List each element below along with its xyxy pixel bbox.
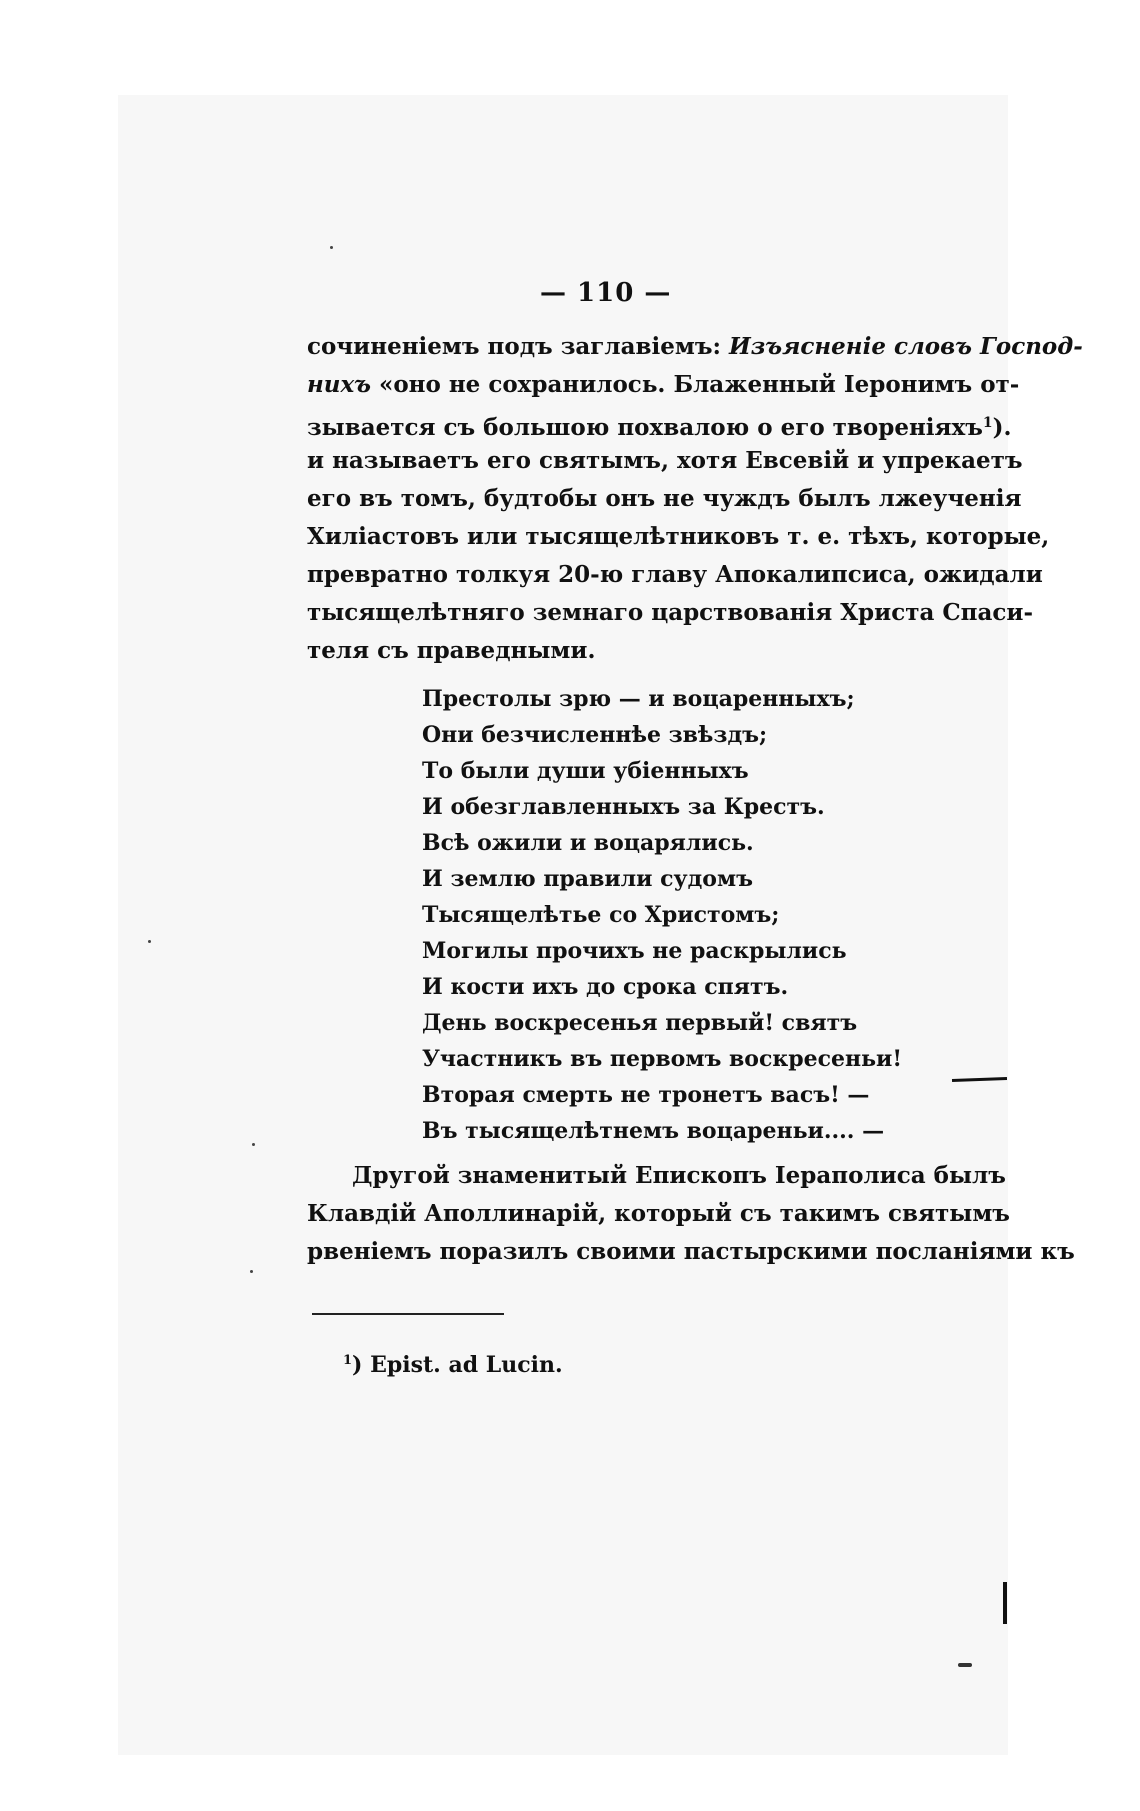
text-line: тысящелѣтняго земнаго царствованія Христа Спаси- [307, 599, 1034, 626]
text-line: нихъ «оно не сохранилось. Блаженный Іеронимъ от- [307, 371, 1020, 398]
text-line: превратно толкуя 20-ю главу Апокалипсиса, ожидали [307, 561, 1043, 588]
poem [422, 681, 902, 1149]
text-line: теля съ праведными. [307, 637, 596, 664]
poem-line: Въ тысящелѣтнемъ воцареньи.... — [422, 1118, 885, 1144]
poem-line: И обезглавленныхъ за Крестъ. [422, 794, 825, 820]
poem-line: И кости ихъ до срока спятъ. [422, 974, 789, 1000]
text-line: Клавдій Аполлинарій, который съ такимъ святымъ [307, 1200, 1010, 1227]
text-line: и называетъ его святымъ, хотя Евсевій и упрекаетъ [307, 447, 1023, 474]
poem-line: Престолы зрю — и воцаренныхъ; [422, 686, 855, 712]
text-line: зывается съ большою похвалою о его твореніяхъ$^1$). [307, 414, 1012, 441]
paragraph-1 [307, 328, 1083, 670]
poem-line: Вторая смерть не тронетъ васъ! — [422, 1082, 870, 1108]
poem-line: Всѣ ожили и воцарялись. [422, 830, 754, 856]
text-line: рвеніемъ поразилъ своими пастырскими посланіями къ [307, 1238, 1075, 1265]
scan-speck [252, 1143, 255, 1146]
margin-mark [1003, 1582, 1007, 1624]
text-line: Хиліастовъ или тысящелѣтниковъ т. е. тѣхъ, которые, [307, 523, 1050, 550]
poem-line: Они безчисленнѣе звѣздъ; [422, 722, 768, 748]
poem-line: День воскресенья первый! святъ [422, 1010, 858, 1036]
scan-speck [148, 940, 151, 943]
poem-line: Тысящелѣтье со Христомъ; [422, 902, 780, 928]
footnote-marker: 1 [343, 1353, 353, 1368]
text-line: Другой знаменитый Епископъ Іераполиса былъ [352, 1162, 1006, 1189]
footnote [343, 1352, 563, 1378]
footnote-separator [312, 1313, 504, 1315]
page-number: — 110 — [540, 278, 672, 308]
footnote-text: ) Epist. ad Lucin. [352, 1352, 563, 1378]
poem-line: Могилы прочихъ не раскрылись [422, 938, 847, 964]
footnote-ref: 1 [982, 415, 993, 431]
poem-line: Участникъ въ первомъ воскресеньи! [422, 1046, 903, 1072]
scan-speck [250, 1270, 253, 1273]
poem-line: То были души убіенныхъ [422, 758, 749, 784]
paragraph-2 [307, 1157, 1075, 1271]
text-line: его въ томъ, будтобы онъ не чуждъ былъ лжеученія [307, 485, 1022, 512]
poem-line: И землю правили судомъ [422, 866, 753, 892]
scan-speck [330, 246, 333, 249]
text-line: сочиненіемъ подъ заглавіемъ: Изъясненіе словъ Господ- [307, 333, 1083, 360]
ink-blot [958, 1663, 972, 1667]
